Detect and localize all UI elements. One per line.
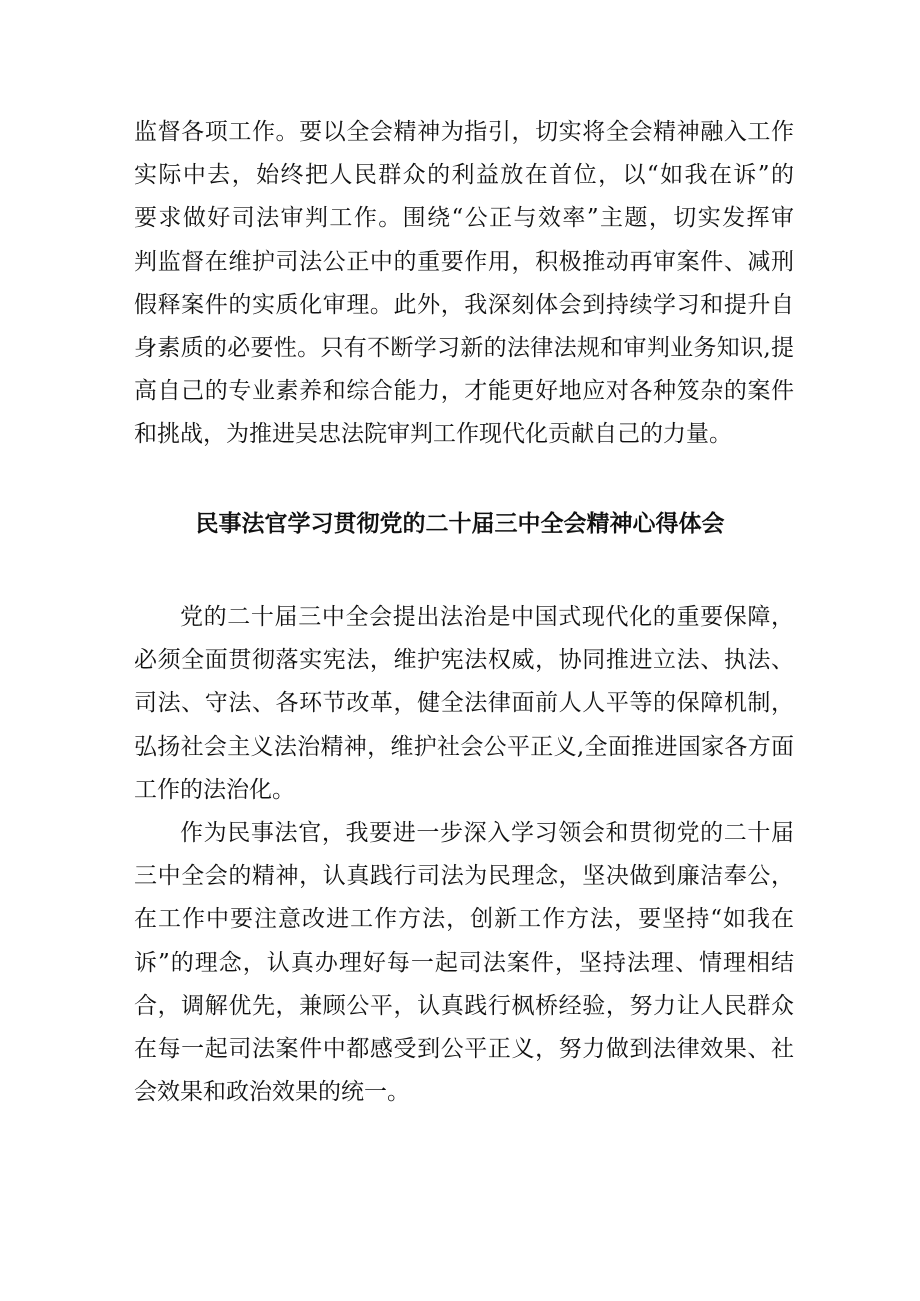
section-title: 民事法官学习贯彻党的二十届三中全会精神心得体会 <box>195 511 725 537</box>
paragraph-line: 会效果和政治效果的统一。 <box>134 1079 410 1106</box>
paragraph-line: 工作的法治化。 <box>134 776 295 803</box>
paragraph-line: 和挑战，为推进吴忠法院审判工作现代化贡献自己的力量。 <box>134 421 732 448</box>
paragraph-line: 实际中去，始终把人民群众的利益放在首位，以“如我在诉”的 <box>134 162 794 189</box>
paragraph-line: 判监督在维护司法公正中的重要作用，积极推动再审案件、减刑 <box>134 248 794 275</box>
paragraph-line: 必须全面贯彻落实宪法，维护宪法权威，协同推进立法、执法、 <box>134 647 794 674</box>
paragraph-1 <box>134 596 794 812</box>
paragraph-line: 高自己的专业素养和综合能力，才能更好地应对各种笈杂的案件 <box>134 378 794 405</box>
paragraph-line: 在工作中要注意改进工作方法，创新工作方法，要坚持“如我在 <box>134 906 794 933</box>
paragraph-line: 弘扬社会主义法治精神，维护社会公平正义,全面推进国家各方面 <box>134 733 794 760</box>
paragraph-line: 作为民事法官，我要进一步深入学习领会和贯彻党的二十届 <box>180 820 794 846</box>
paragraph-line: 司法、守法、各环节改革，健全法律面前人人平等的保障机制， <box>134 690 794 717</box>
paragraph-line: 三中全会的精神，认真践行司法为民理念，坚决做到廉洁奉公， <box>134 863 794 890</box>
paragraph-line: 假释案件的实质化审理。此外，我深刻体会到持续学习和提升自 <box>134 291 794 318</box>
paragraph-line: 监督各项工作。要以全会精神为指引，切实将全会精神融入工作 <box>134 119 794 145</box>
paragraph-line: 要求做好司法审判工作。围绕“公正与效率”主题，切实发挥审 <box>134 205 794 232</box>
paragraph-line: 合，调解优先，兼顾公平，认真践行枫桥经验，努力让人民群众 <box>134 992 794 1019</box>
paragraph-2 <box>134 812 794 1114</box>
paragraph-line: 身素质的必要性。只有不断学习新的法律法规和审判业务知识,提 <box>134 334 794 361</box>
continuation-paragraph <box>134 111 794 457</box>
paragraph-line: 诉”的理念，认真办理好每一起司法案件，坚持法理、情理相结 <box>134 949 794 976</box>
paragraph-line: 在每一起司法案件中都感受到公平正义，努力做到法律效果、社 <box>134 1035 794 1062</box>
paragraph-line: 党的二十届三中全会提出法治是中国式现代化的重要保障， <box>180 604 794 630</box>
